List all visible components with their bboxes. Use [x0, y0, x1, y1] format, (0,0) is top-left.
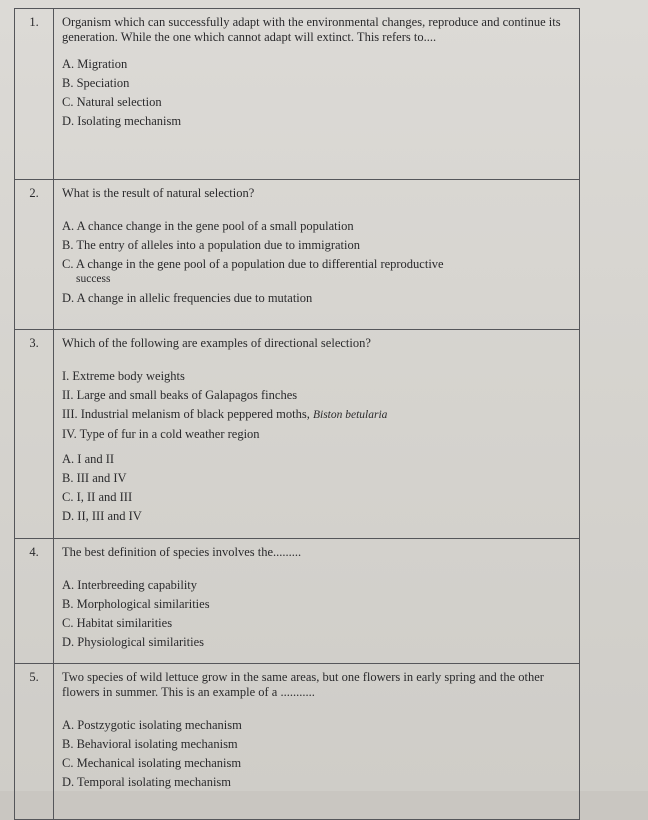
question-row [15, 330, 580, 539]
option-c: C. Habitat similarities [62, 616, 173, 630]
option-b: B. Speciation [62, 76, 130, 90]
option-c: C. Natural selection [62, 95, 162, 109]
option-d: D. Temporal isolating mechanism [62, 775, 232, 789]
option-d: D. Isolating mechanism [62, 114, 182, 128]
question-number: 3. [15, 330, 54, 539]
option-d: D. Physiological similarities [62, 635, 205, 649]
question-row [15, 9, 580, 180]
question-text: What is the result of natural selection? [62, 186, 255, 200]
question-cell [54, 330, 580, 539]
statement-iii [62, 407, 571, 423]
question-text: The best definition of species involves the......... [62, 545, 302, 559]
option-b: B. III and IV [62, 471, 127, 485]
option-c-continuation: success [76, 273, 111, 285]
question-number: 2. [15, 180, 54, 330]
option-a: A. Postzygotic isolating mechanism [62, 718, 242, 732]
option-b: B. Morphological similarities [62, 597, 210, 611]
question-number: 5. [15, 664, 54, 820]
species-name: Biston betularia [312, 409, 388, 421]
question-number: 1. [15, 9, 54, 180]
option-d: D. A change in allelic frequencies due to mutation [62, 291, 313, 305]
option-a: A. I and II [62, 452, 115, 466]
question-cell [54, 9, 580, 180]
option-a: A. A chance change in the gene pool of a small population [62, 219, 354, 233]
option-c: C. Mechanical isolating mechanism [62, 756, 242, 770]
question-text: Which of the following are examples of directional selection? [62, 336, 371, 350]
statement-iv: IV. Type of fur in a cold weather region [62, 427, 260, 441]
statement-list [62, 369, 571, 442]
option-c [62, 257, 571, 287]
option-c: C. I, II and III [62, 490, 133, 504]
option-c-text: C. A change in the gene pool of a population due to differential reproductive [62, 257, 444, 271]
option-d: D. II, III and IV [62, 509, 142, 523]
option-b: B. The entry of alleles into a population due to immigration [62, 238, 360, 252]
question-text: Two species of wild lettuce grow in the same areas, but one flowers in early spring and the other flowers in summer. This is an example of a ........... [62, 670, 544, 699]
statement-iii-text: III. Industrial melanism of black peppered moths, [62, 407, 310, 421]
question-cell [54, 539, 580, 664]
option-b: B. Behavioral isolating mechanism [62, 737, 238, 751]
question-table [14, 8, 580, 820]
question-cell [54, 664, 580, 820]
option-a: A. Interbreeding capability [62, 578, 198, 592]
question-row [15, 539, 580, 664]
statement-i: I. Extreme body weights [62, 369, 185, 383]
question-number: 4. [15, 539, 54, 664]
statement-ii: II. Large and small beaks of Galapagos finches [62, 388, 298, 402]
question-cell [54, 180, 580, 330]
question-row [15, 664, 580, 820]
question-row [15, 180, 580, 330]
question-text: Organism which can successfully adapt with the environmental changes, reproduce and continue its generation. While the one which cannot adapt will extinct. This refers to.... [62, 15, 561, 44]
option-a: A. Migration [62, 57, 128, 71]
